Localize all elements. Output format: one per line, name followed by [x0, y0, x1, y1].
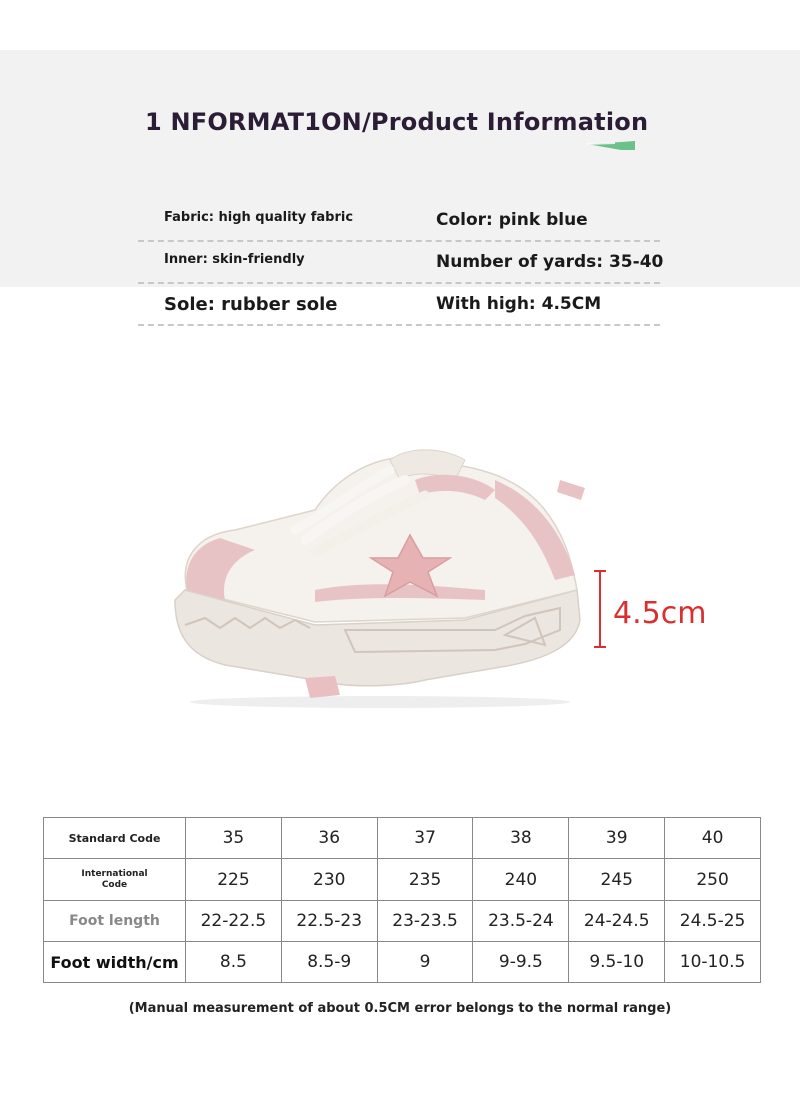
- table-cell: 35: [186, 818, 282, 859]
- table-cell: 37: [377, 818, 473, 859]
- row-header-foot-width: Foot width/cm: [44, 942, 186, 983]
- table-cell: 39: [569, 818, 665, 859]
- table-cell: 23-23.5: [377, 901, 473, 942]
- table-cell: 23.5-24: [473, 901, 569, 942]
- table-cell: 9.5-10: [569, 942, 665, 983]
- table-cell: 8.5: [186, 942, 282, 983]
- row-header-line: International: [81, 868, 148, 879]
- table-cell: 225: [186, 859, 282, 901]
- inner-text: Inner: skin-friendly: [164, 252, 305, 267]
- sneaker-image: [165, 440, 595, 710]
- table-row: [44, 942, 761, 983]
- table-row: [44, 818, 761, 859]
- table-cell: 9-9.5: [473, 942, 569, 983]
- row-header-foot-length: Foot length: [44, 901, 186, 942]
- sole-text: Sole: rubber sole: [164, 294, 338, 315]
- fabric-text: Fabric: high quality fabric: [164, 210, 354, 225]
- table-row: [44, 859, 761, 901]
- table-cell: 240: [473, 859, 569, 901]
- row-header-line: Code: [101, 879, 128, 890]
- heel-height-text: With high: 4.5CM: [436, 294, 602, 314]
- table-cell: 230: [281, 859, 377, 901]
- table-cell: 235: [377, 859, 473, 901]
- table-cell: 24-24.5: [569, 901, 665, 942]
- color-text: Color: pink blue: [436, 210, 588, 230]
- height-measure-label: 4.5cm: [613, 596, 707, 631]
- row-header-standard-code: Standard Code: [44, 818, 186, 859]
- table-cell: 38: [473, 818, 569, 859]
- table-cell: 22-22.5: [186, 901, 282, 942]
- table-cell: 40: [665, 818, 761, 859]
- height-measure-icon: [590, 568, 610, 650]
- table-row: [44, 901, 761, 942]
- page-title: 1 NFORMAT1ON/Product Information: [145, 108, 649, 136]
- product-info: [138, 200, 664, 326]
- info-row: [138, 200, 660, 242]
- table-cell: 8.5-9: [281, 942, 377, 983]
- row-header-international-code: [44, 859, 186, 901]
- table-cell: 250: [665, 859, 761, 901]
- measurement-footnote: (Manual measurement of about 0.5CM error belongs to the normal range): [128, 1001, 672, 1016]
- table-cell: 22.5-23: [281, 901, 377, 942]
- table-cell: 24.5-25: [665, 901, 761, 942]
- info-row: [138, 284, 660, 326]
- table-cell: 10-10.5: [665, 942, 761, 983]
- brush-accent-icon: [585, 138, 637, 152]
- table-cell: 9: [377, 942, 473, 983]
- size-chart-table: [43, 817, 761, 983]
- table-cell: 245: [569, 859, 665, 901]
- yards-text: Number of yards: 35-40: [436, 252, 664, 272]
- info-row: [138, 242, 664, 284]
- table-cell: 36: [281, 818, 377, 859]
